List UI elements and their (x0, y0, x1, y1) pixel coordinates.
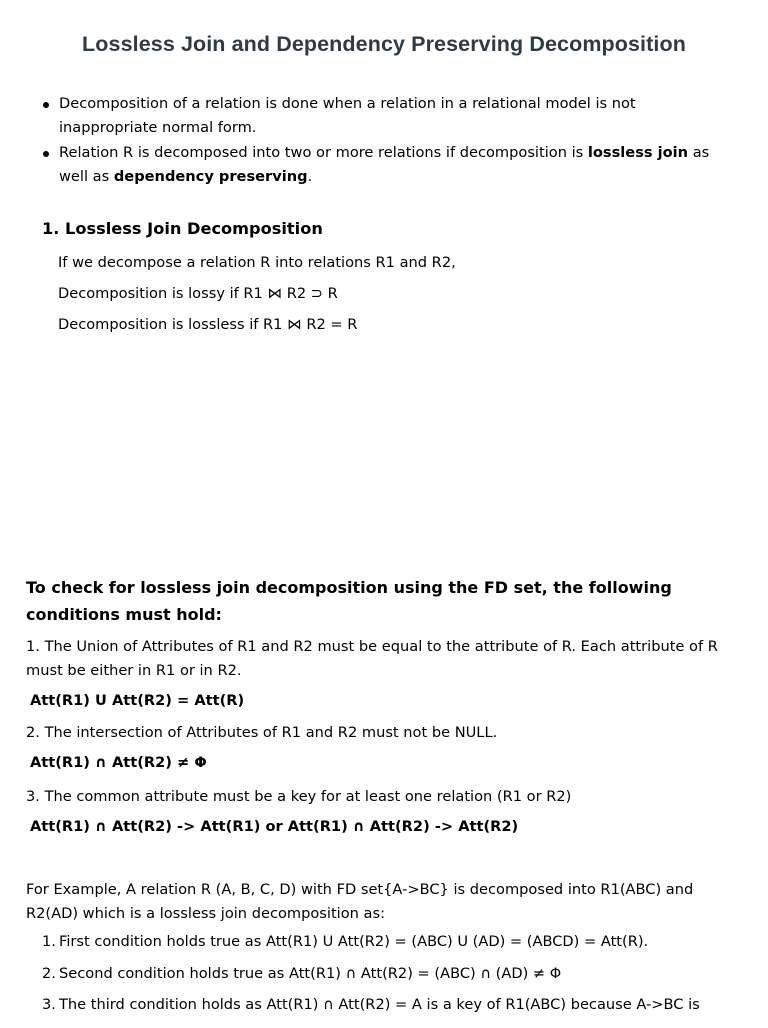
page-title: Lossless Join and Dependency Preserving Decomposition (82, 32, 686, 56)
bold-term-dependency-preserving: dependency preserving (113, 168, 308, 185)
definition-line: Decomposition is lossless if R1 ⋈ R2 = R (58, 316, 358, 333)
list-number: 1. (42, 933, 56, 950)
section-heading: 1. Lossless Join Decomposition (42, 219, 323, 238)
definition-line: Decomposition is lossy if R1 ⋈ R2 ⊃ R (58, 285, 338, 302)
definition-line: If we decompose a relation R into relations R1 and R2, (58, 254, 456, 271)
bullet-icon (43, 102, 49, 108)
list-number: 3. (42, 996, 56, 1013)
bullet-icon (43, 151, 49, 157)
list-item-text: First condition holds true as Att(R1) U Att(R2) = (ABC) U (AD) = (ABCD) = Att(R). (59, 933, 649, 950)
conditions-heading: To check for lossless join decomposition using the FD set, the following conditions must hold: (26, 578, 672, 624)
intro-bullet-text: Decomposition of a relation is done when a relation in a relational model is not inappropriate normal form. (59, 95, 636, 136)
intro-bullet-item (42, 141, 732, 189)
list-number: 2. (42, 964, 56, 982)
intro-bullet-text: as well as (59, 144, 710, 185)
intro-bullet-list (42, 92, 732, 190)
intro-bullet-text: Relation R is decomposed into two or more relations if decomposition is (59, 144, 588, 161)
example-paragraph: For Example, A relation R (A, B, C, D) with FD set{A->BC} is decomposed into R1(ABC) and R2(AD) which is a lossless join decomposition as: (26, 881, 694, 922)
example-list-item (42, 965, 700, 997)
example-numbered-list (42, 933, 700, 1028)
intro-bullet-text: . (307, 168, 313, 185)
condition-formula: Att(R1) ∩ Att(R2) -> Att(R1) or Att(R1) ∩ Att(R2) -> Att(R2) (30, 818, 519, 835)
example-list-item (42, 996, 700, 1028)
condition-text: 2. The intersection of Attributes of R1 and R2 must not be NULL. (26, 724, 498, 741)
condition-formula: Att(R1) U Att(R2) = Att(R) (30, 692, 245, 709)
intro-bullet-item (42, 92, 732, 140)
list-item-text: Second condition holds true as Att(R1) ∩ Att(R2) = (ABC) ∩ (AD) ≠ Φ (59, 964, 562, 982)
example-list-item (42, 933, 700, 965)
condition-text: 3. The common attribute must be a key for at least one relation (R1 or R2) (26, 788, 572, 805)
bold-term-lossless-join: lossless join (587, 144, 689, 161)
list-item-text: The third condition holds as Att(R1) ∩ Att(R2) = A is a key of R1(ABC) because A->BC is (59, 996, 700, 1013)
condition-text: 1. The Union of Attributes of R1 and R2 must be equal to the attribute of R. Each attribute of R must be either in R1 or in R2. (26, 638, 718, 679)
condition-formula: Att(R1) ∩ Att(R2) ≠ Φ (30, 754, 207, 771)
